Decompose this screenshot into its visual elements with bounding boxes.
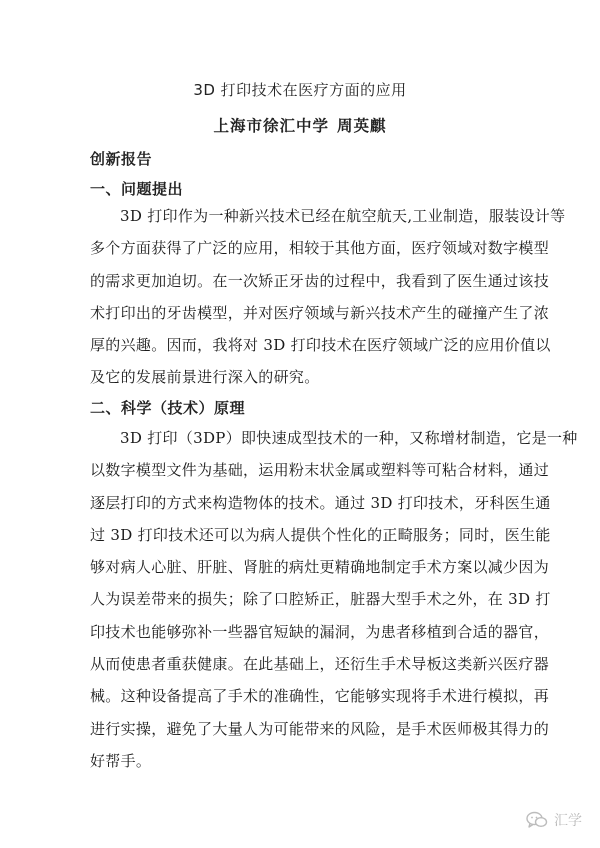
paragraph-line: 以数字模型文件为基础，运用粉末状金属或塑料等可粘合材料，通过 — [90, 461, 550, 480]
document-title: 3D 打印技术在医疗方面的应用 — [193, 81, 407, 99]
section2-heading: 二、科学（技术）原理 — [90, 399, 246, 417]
paragraph-line: 人为误差带来的损失；除了口腔矫正，脏器大型手术之外，在 3D 打 — [90, 590, 551, 609]
paragraph-line: 从而使患者重获健康。在此基础上，还衍生手术导板这类新兴医疗器 — [90, 655, 550, 674]
paragraph-line: 3D 打印作为一种新兴技术已经在航空航天,工业制造，服装设计等 — [120, 207, 566, 225]
report-type: 创新报告 — [90, 150, 153, 168]
author-school: 上海市徐汇中学 — [213, 117, 329, 135]
paragraph-line: 印技术也能够弥补一些器官短缺的漏洞，为患者移植到合适的器官， — [90, 622, 550, 641]
paragraph-line: 厚的兴趣。因而，我将对 3D 打印技术在医疗领域广泛的应用价值以 — [90, 336, 551, 355]
section2-paragraph — [90, 422, 578, 777]
paragraph-line: 术打印出的牙齿模型，并对医疗领域与新兴技术产生的碰撞产生了浓 — [90, 303, 550, 322]
paragraph-line: 及它的发展前景进行深入的研究。 — [90, 368, 320, 387]
author-line — [0, 114, 600, 136]
paragraph-line: 的需求更加迫切。在一次矫正牙齿的过程中，我看到了医生通过该技 — [90, 271, 550, 290]
paragraph-line: 多个方面获得了广泛的应用，相较于其他方面，医疗领域对数字模型 — [90, 239, 550, 258]
paragraph-line: 逐层打印的方式来构造物体的技术。通过 3D 打印技术，牙科医生通 — [90, 493, 551, 512]
section1-paragraph — [90, 200, 566, 394]
watermark-text: 汇学 — [554, 813, 582, 829]
paragraph-line: 够对病人心脏、肝脏、肾脏的病灶更精确地制定手术方案以减少因为 — [90, 558, 550, 577]
paragraph-line: 过 3D 打印技术还可以为病人提供个性化的正畸服务；同时，医生能 — [90, 525, 551, 544]
watermark — [526, 810, 582, 830]
paragraph-line: 好帮手。 — [90, 751, 152, 770]
paragraph-line: 3D 打印（3DP）即快速成型技术的一种，又称增材制造，它是一种 — [120, 429, 578, 447]
wechat-icon — [526, 811, 548, 829]
paragraph-line: 进行实操，避免了大量人为可能带来的风险，是手术医师极其得力的 — [90, 719, 550, 738]
paragraph-line: 械。这种设备提高了手术的准确性，它能够实现将手术进行模拟，再 — [90, 687, 550, 706]
section1-heading: 一、问题提出 — [90, 180, 184, 198]
author-name: 周英麒 — [337, 117, 387, 135]
